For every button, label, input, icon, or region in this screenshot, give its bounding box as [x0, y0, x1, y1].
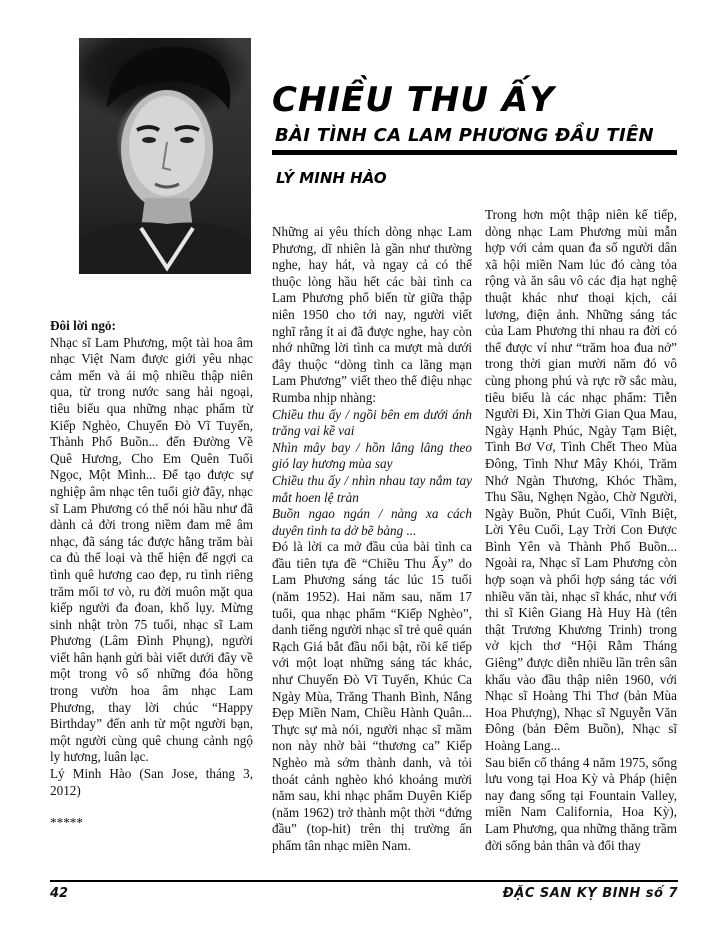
- lyric-verse: Chiều thu ấy / ngồi bên em dưới ánh trăng vai kề vai: [272, 406, 472, 439]
- footer-divider: [50, 880, 678, 882]
- lyric-verse: Chiều thu ấy / nhìn nhau tay nắm tay mắt hoen lệ tràn: [272, 472, 472, 505]
- article-title: CHIỀU THU ẤY: [272, 80, 555, 120]
- middle-column: [272, 224, 472, 855]
- body-paragraph: Sau biến cố tháng 4 năm 1975, sống lưu vong tại Hoa Kỳ và Pháp (hiện nay đang sống tại Fountain Valley, miền Nam California, Hoa Kỳ), Lam Phương, qua những thăng trầm đời sống bản thân và đổi thay: [485, 754, 677, 853]
- left-column: [50, 318, 253, 832]
- publication-name: ĐẶC SAN KỴ BINH số 7: [502, 886, 678, 901]
- body-paragraph: Trong hơn một thập niên kế tiếp, dòng nhạc Lam Phương mùi mẫn hợp với cảm quan đa số người dân xã hội miền Nam lúc đó càng tỏa rộng và ăn sâu vô các địa hạt nghệ thuật khác như thoại kịch, cải lương, điện ảnh. Những sáng tác của Lam Phương thi nhau ra đời có thể được ví như “trăm hoa đua nở” trong thời gian mười năm đó vô cùng phong phú và rực rỡ sắc màu, tiêu biểu là các nhạc phẩm: Tiễn Người Đi, Xin Thời Gian Qua Mau, Ngày Hạnh Phúc, Ngày Tạm Biệt, Tình Bơ Vơ, Tình Chết Theo Mùa Đông, Tình Như Mây Khói, Trăm Nhớ Ngàn Thương, Khóc Thầm, Thu Sầu, Nghẹn Ngào, Chờ Người, Ngày Buồn, Phút Cuối, Vĩnh Biệt, Lời Yêu Cuối, Lạy Trời Con Được Bình Yên và Thành Phố Buồn... Ngoài ra, Nhạc sĩ Lam Phương còn hợp soạn và phối hợp sáng tác với nhiều văn tài, nhạc sĩ khác, như với thi sĩ Kiên Giang Hà Huy Hà (tên thật Trương Khương Trinh) trong vở kịch thơ “Hội Rằm Tháng Giêng” được diễn nhiều lần trên sân khấu vào đầu thập niên 1960, với Nhạc sĩ Hoàng Thi Thơ (bản Mùa Hoa Phượng), Nhạc sĩ Nguyễn Văn Đông (bản Đêm Buồn), Nhạc sĩ Hoàng Lang...: [485, 207, 677, 753]
- preface-body: Nhạc sĩ Lam Phương, một tài hoa âm nhạc Việt Nam được giới yêu nhạc cảm mến và ái mộ nhiều thập niên qua, từ trong nước sang hải ngoại, tiêu biểu qua những nhạc phẩm từ Kiếp Nghèo, Chuyến Đò Vĩ Tuyến, Thành Phố Buồn... đến Đường Về Quê Hương, Cho Em Quên Tuổi Ngọc, Một Mình... Để tạo được sự nghiệp âm nhạc tên tuổi giờ đây, nhạc sĩ Lam Phương có thể nói hầu như đã dành cả đời trong niềm đam mê âm nhạc, đã sáng tác được hằng trăm bài ca đủ thể loại và thể hiện để ngợi ca tình quê hương cao đẹp, ru tình riêng trăm mối tơ vò, ru đời muôn mặt qua kiếp người đa đoan, khổ lụy. Mừng sinh nhật tròn 75 tuổi, nhạc sĩ Lam Phương (Lâm Đình Phụng), người viết hân hạnh gửi bài viết dưới đây về một trong vô số những đóa hồng trong vườn hoa âm nhạc Lam Phương, thay lời chúc “Happy Birthday” đến anh từ một người bạn, một người cùng quê chung cảnh ngộ ly hương, luân lạc.: [50, 334, 253, 765]
- title-divider: [272, 150, 677, 155]
- portrait-illustration: [79, 38, 251, 274]
- section-separator: *****: [50, 815, 83, 831]
- lyric-verse: Nhìn mây bay / hồn lâng lâng theo gió lay hương mùa say: [272, 439, 472, 472]
- right-column: [485, 207, 677, 854]
- article-subtitle: BÀI TÌNH CA LAM PHƯƠNG ĐẦU TIÊN: [275, 125, 654, 146]
- preface-heading: Đôi lời ngỏ:: [50, 318, 116, 333]
- lyric-verse: Buồn ngao ngán / nàng xa cách duyên tình ta dở bẽ bàng ...: [272, 506, 472, 538]
- intro-paragraph: Những ai yêu thích dòng nhạc Lam Phương, dĩ nhiên là gần như thường nghe, hay hát, và ngay cả có thể thuộc lòng hầu hết các bài tình ca Lam Phương phổ biến từ giữa thập niên 1950 cho tới nay, người viết nghĩ rằng ít ai đã được nghe, hay còn nhớ những lời tình ca mượt mà dưới đây thuộc “dòng tình ca lãng mạn Lam Phương” viết theo thể điệu nhạc Rumba nhịp nhàng:: [272, 224, 472, 405]
- article-author: LÝ MINH HÀO: [276, 169, 387, 187]
- preface-signature: Lý Minh Hào (San Jose, tháng 3, 2012): [50, 766, 253, 798]
- page-number: 42: [50, 886, 69, 901]
- portrait-photo: [79, 38, 251, 274]
- body-paragraph: Đó là lời ca mở đầu của bài tình ca đầu tiên tựa đề “Chiều Thu Ấy” do Lam Phương sáng tác lúc 15 tuổi (năm 1952). Hai năm sau, năm 17 tuổi, qua nhạc phẩm “Kiếp Nghèo”, danh tiếng người nhạc sĩ trẻ quê quán Rạch Giá bắt đầu nổi bật, rồi kế tiếp với một loạt những sáng tác khác, như Chuyến Đò Vĩ Tuyến, Khúc Ca Ngày Mùa, Trăng Thanh Bình, Nắng Đẹp Miền Nam, Chiều Hành Quân... Thực sự mà nói, người nhạc sĩ mầm non này nhờ bài “thương ca” Kiếp Nghèo mà sớm thành danh, và tỏi thoát cảnh nghèo khó khoảng mười năm sau, khi nhạc phẩm Duyên Kiếp (năm 1962) trở thành một thời “đứng đầu” (top-hit) trên thị trường ấn phẩm tân nhạc miền Nam.: [272, 539, 472, 853]
